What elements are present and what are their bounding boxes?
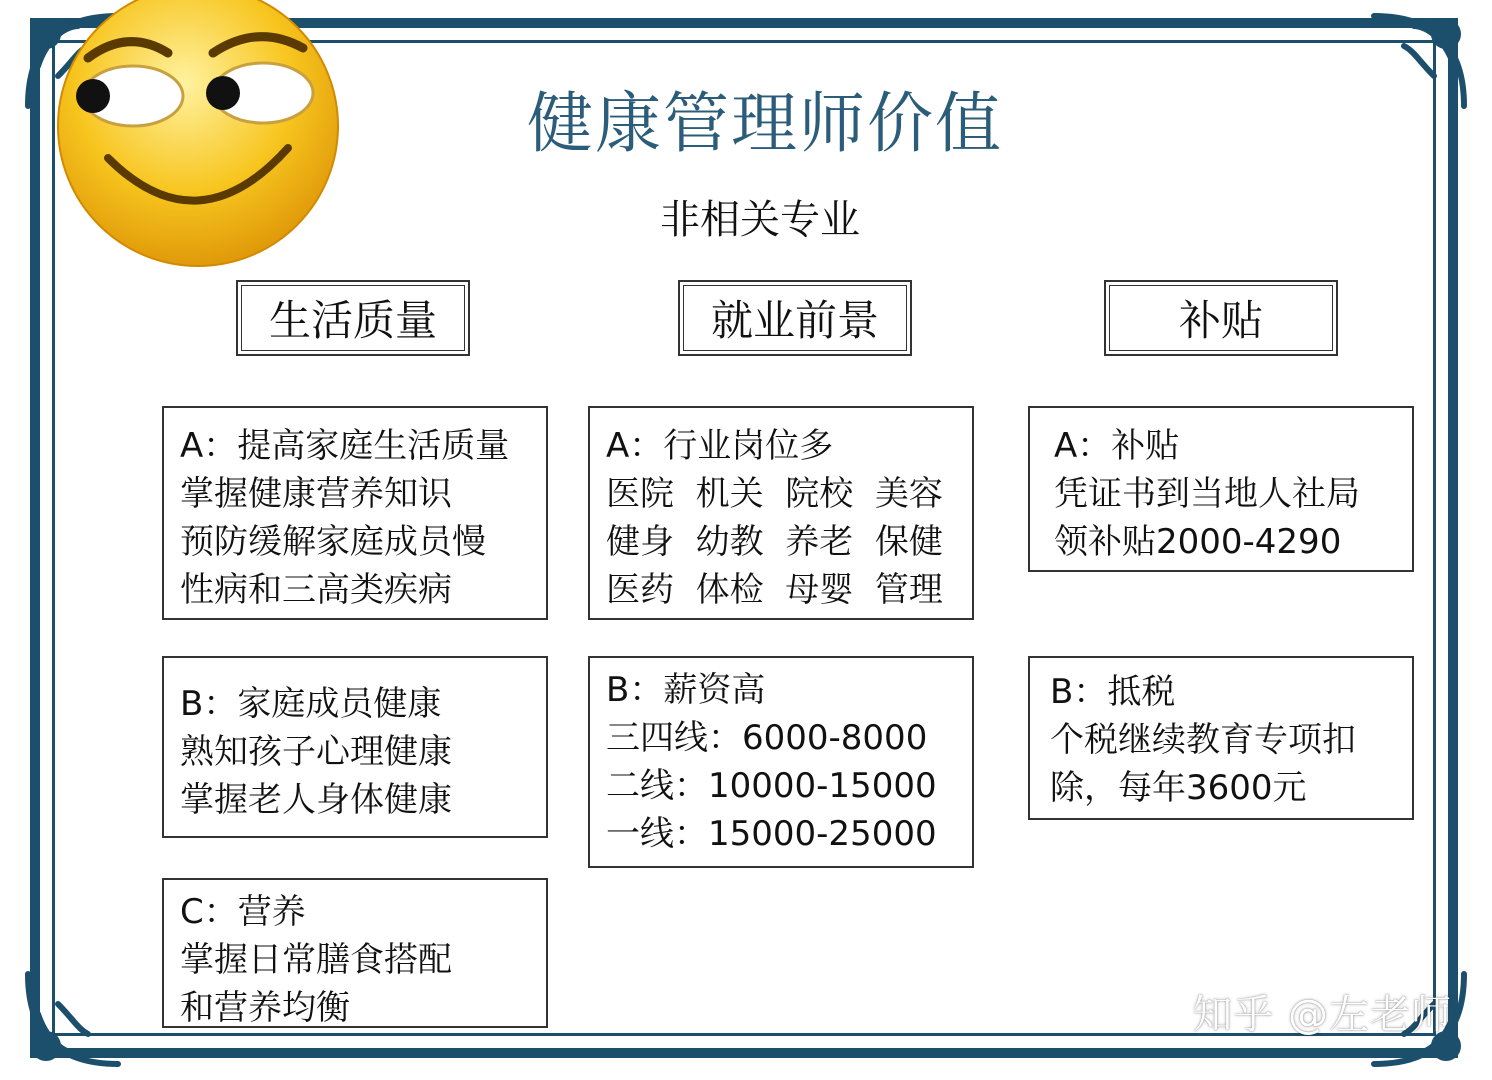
- card-heading: B：抵税: [1050, 672, 1176, 712]
- corner-ornament-icon: [18, 964, 128, 1074]
- card-line: 掌握健康营养知识: [180, 474, 452, 514]
- card-job-a: [588, 406, 974, 620]
- card-heading: C：营养: [180, 892, 306, 932]
- card-line: 医院 机关 院校 美容: [606, 474, 943, 514]
- card-heading: A：提高家庭生活质量: [180, 426, 510, 466]
- category-label: 就业前景: [683, 285, 907, 351]
- category-employment: [678, 280, 912, 356]
- card-life-b: [162, 656, 548, 838]
- card-line: 熟知孩子心理健康: [180, 732, 452, 772]
- card-line: 掌握日常膳食搭配: [180, 940, 452, 980]
- category-label: 补贴: [1109, 285, 1333, 351]
- card-subsidy-b: [1028, 656, 1414, 820]
- card-line: 健身 幼教 养老 保健: [606, 522, 943, 562]
- card-subsidy-a: [1028, 406, 1414, 572]
- category-label: 生活质量: [241, 285, 465, 351]
- card-line: 医药 体检 母婴 管理: [606, 570, 943, 610]
- card-line: 二线：10000-15000: [606, 766, 937, 806]
- smirk-emoji-icon: [48, 0, 348, 268]
- card-heading: A：补贴: [1054, 426, 1180, 466]
- card-heading: B：家庭成员健康: [180, 684, 442, 724]
- card-line: 掌握老人身体健康: [180, 780, 452, 820]
- card-line: 凭证书到当地人社局: [1054, 474, 1360, 514]
- card-line: 性病和三高类疾病: [180, 570, 452, 610]
- card-life-a: [162, 406, 548, 620]
- card-line: 预防缓解家庭成员慢: [180, 522, 486, 562]
- card-heading: B：薪资高: [606, 670, 766, 710]
- corner-ornament-icon: [1364, 6, 1474, 116]
- card-line: 一线：15000-25000: [606, 814, 937, 854]
- card-line: 和营养均衡: [180, 988, 350, 1028]
- card-line: 除，每年3600元: [1050, 768, 1307, 808]
- watermark: 知乎 @左老师: [1192, 992, 1452, 1038]
- card-line: 个税继续教育专项扣: [1050, 720, 1356, 760]
- category-subsidy: [1104, 280, 1338, 356]
- category-life-quality: [236, 280, 470, 356]
- card-line: 三四线：6000-8000: [606, 718, 928, 758]
- page-title: 健康管理师价值: [527, 85, 1003, 162]
- page-subtitle: 非相关专业: [660, 197, 860, 243]
- card-line: 领补贴2000-4290: [1054, 522, 1342, 562]
- card-job-b: [588, 656, 974, 868]
- card-heading: A：行业岗位多: [606, 426, 834, 466]
- card-life-c: [162, 878, 548, 1028]
